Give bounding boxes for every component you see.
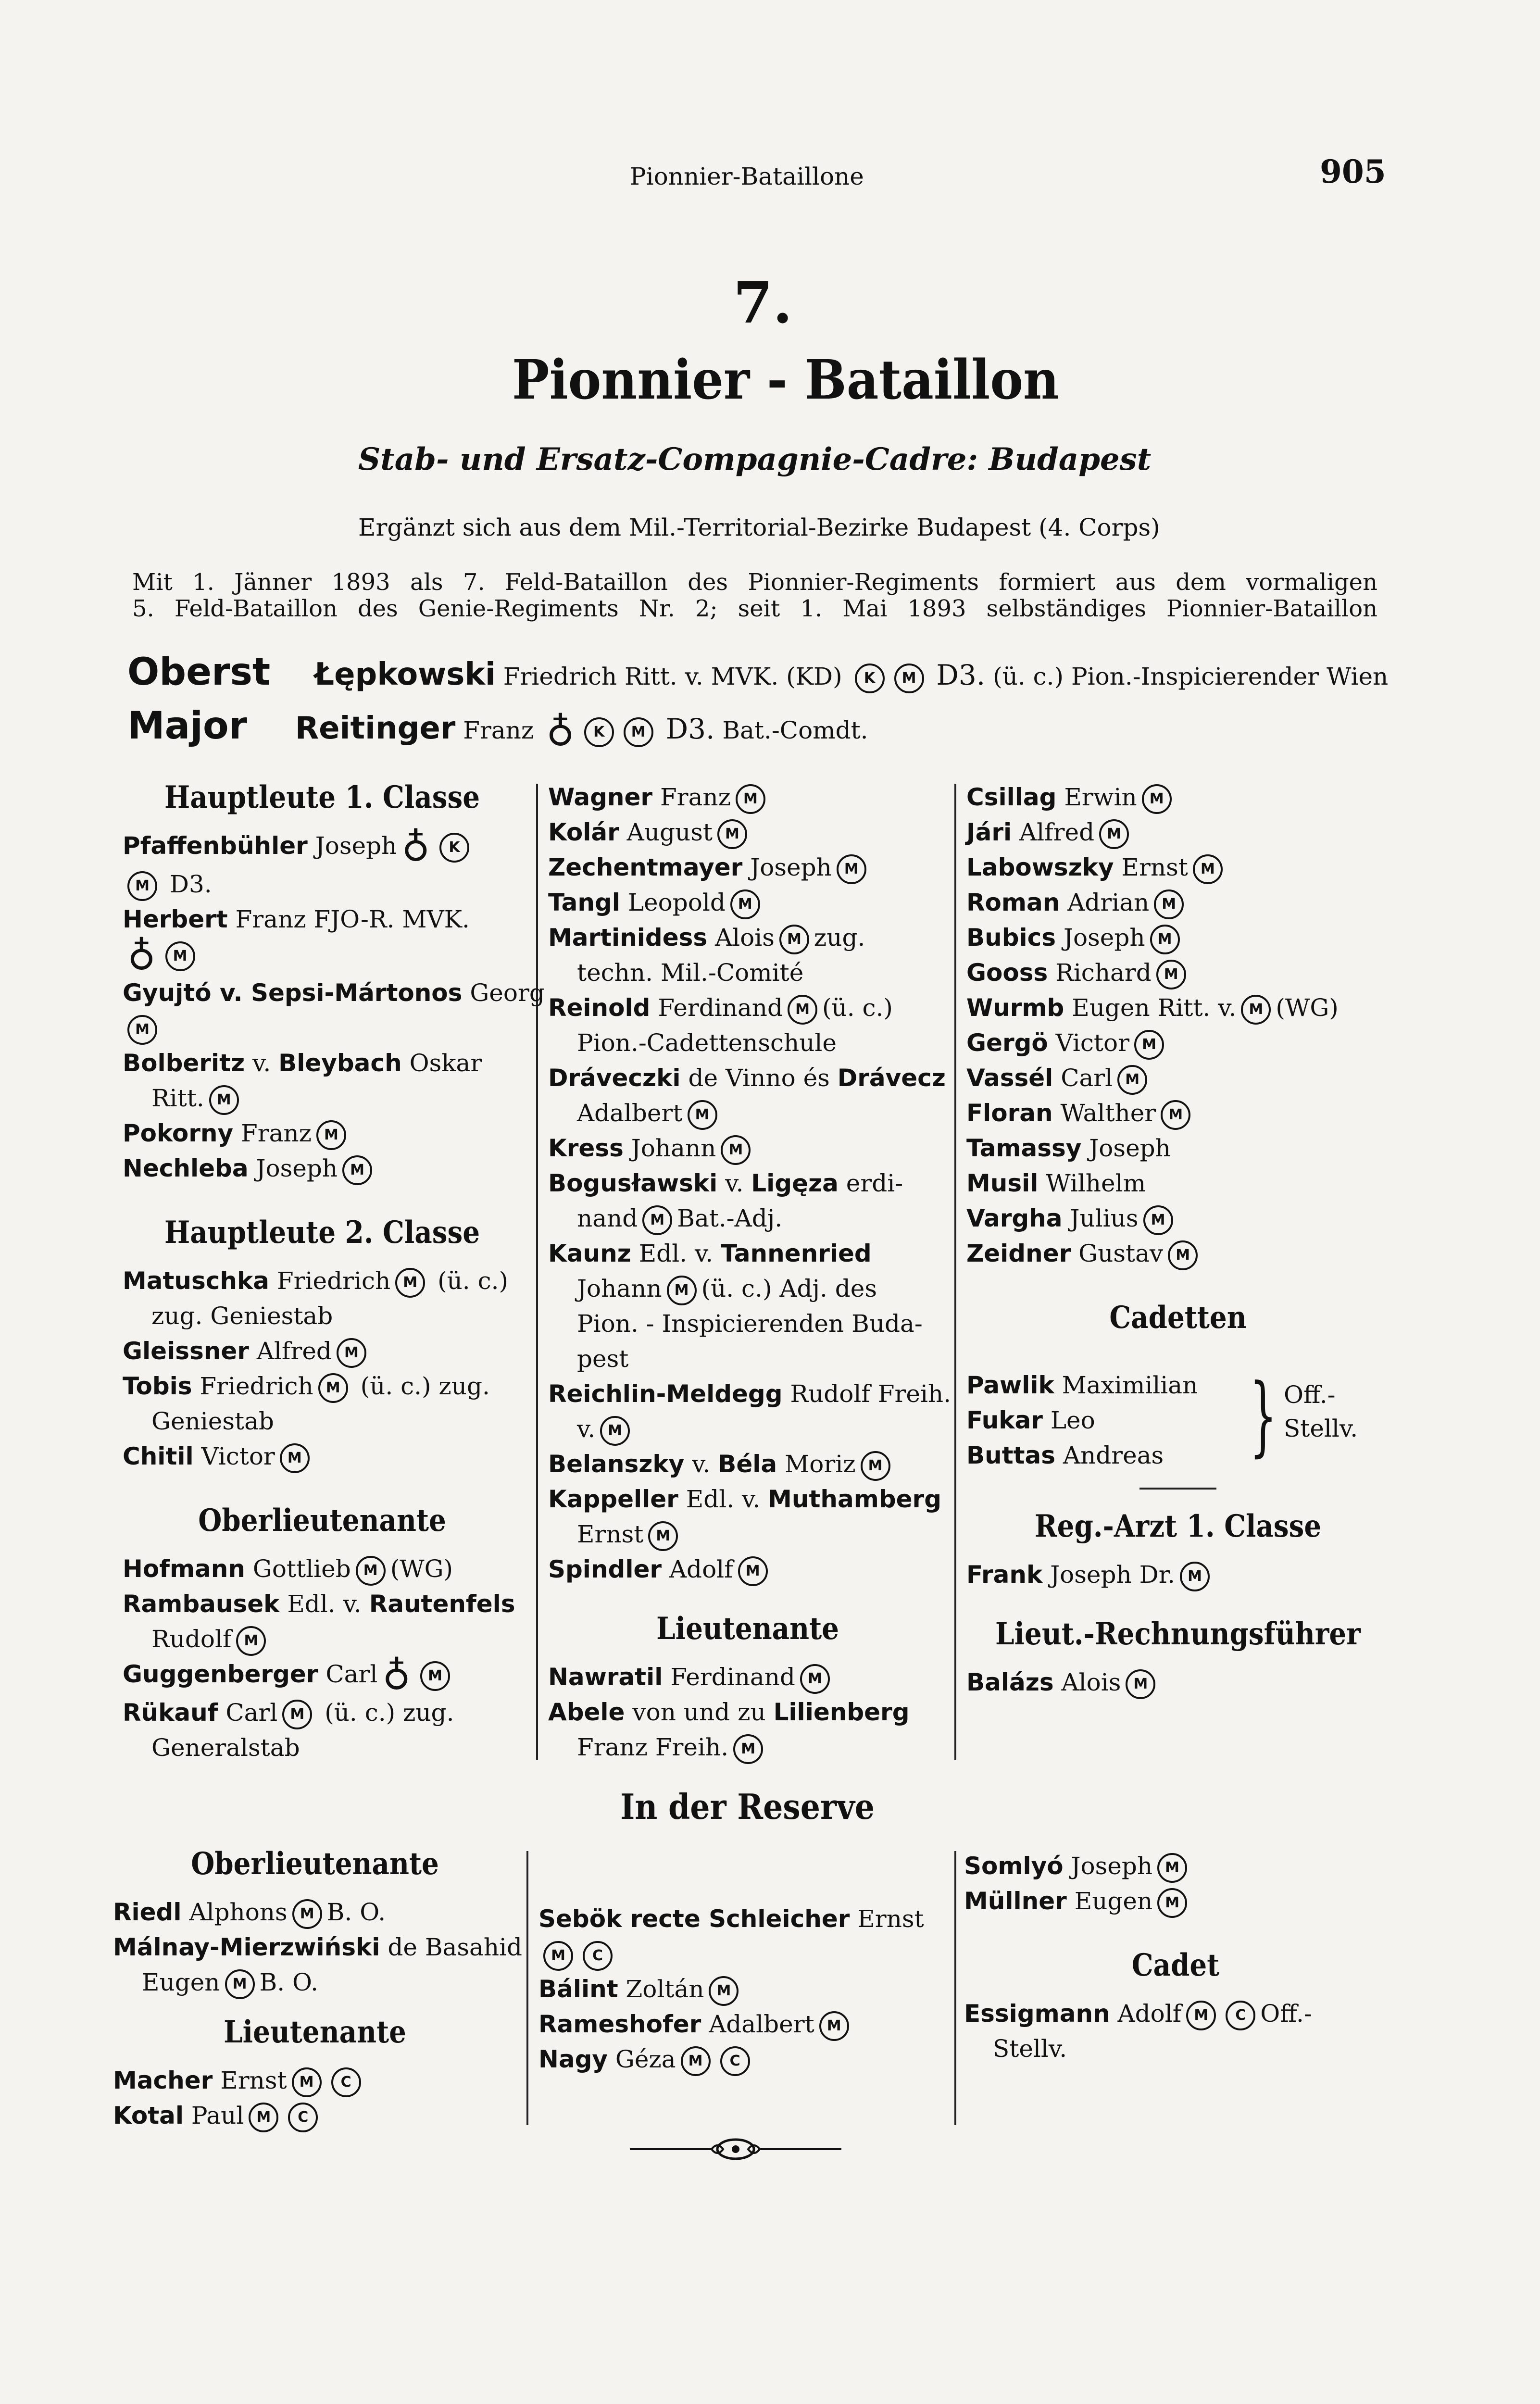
rank-oberst: Oberst — [127, 651, 271, 694]
entry-pokorny: Pokorny Franz M — [123, 1116, 522, 1151]
entry-abele-cont: Franz Freih. M — [548, 1730, 947, 1765]
entry-zeidner: Zeidner Gustav M — [966, 1236, 1390, 1271]
m-medal-icon: M — [249, 2103, 278, 2132]
heading-hauptleute-1: Hauptleute 1. Classe — [164, 779, 480, 815]
entry-tamassy: Tamassy Joseph — [966, 1134, 1171, 1162]
m-medal-icon: M — [779, 925, 809, 954]
entry-roman: Roman Adrian M — [966, 885, 1390, 920]
reserve-column-1 — [113, 1846, 523, 2133]
entry-kotal: Kotal Paul M C — [113, 2098, 517, 2133]
entry-jari: Jári Alfred M — [966, 815, 1390, 850]
heading-reserve-oberlieutenante: Oberlieutenante — [191, 1846, 439, 1882]
entry-kappeller-cont: Ernst M — [548, 1517, 947, 1552]
m-medal-icon: M — [624, 717, 653, 747]
entry-ruekauf-cont: Generalstab — [151, 1734, 300, 1762]
given-lepkowski: Friedrich Ritt. v. MVK. (KD) — [503, 663, 842, 690]
entry-rameshofer: Rameshofer Adalbert M — [538, 2007, 947, 2042]
entry-muellner: Müllner Eugen M — [964, 1884, 1387, 1919]
order-cross-icon: ♁ — [382, 1653, 411, 1698]
entry-nechleba: Nechleba Joseph M — [123, 1151, 522, 1186]
m-medal-icon: M — [1142, 784, 1172, 814]
entry-somlyo: Somlyó Joseph M — [964, 1849, 1387, 1884]
entry-belanszky: Belanszky v. Béla Moriz M — [548, 1447, 947, 1482]
entry-essigmann-cont: Stellv. — [993, 2035, 1067, 2063]
m-medal-icon: M — [1154, 889, 1184, 919]
name-reitinger: Reitinger — [295, 711, 456, 746]
entry-tobis-cont: Geniestab — [151, 1407, 274, 1435]
entry-frank: Frank Joseph Dr. M — [966, 1557, 1390, 1592]
entry-kolar: Kolár August M — [548, 815, 947, 850]
m-medal-icon: M — [209, 1085, 239, 1115]
entry-nagy: Nagy Géza M C — [538, 2042, 947, 2077]
entry-gyujto-cont — [123, 1011, 522, 1046]
entry-seboek-cont — [538, 1937, 947, 1972]
column-2 — [548, 780, 952, 1765]
entry-herbert-cont — [123, 934, 522, 978]
entry-kaunz-cont: Johann M (ü. c.) Adj. des — [548, 1271, 947, 1306]
entry-ruekauf: Rükauf Carl M (ü. c.) zug. — [123, 1695, 522, 1730]
entry-malnay-cont: Eugen M B. O. — [113, 1965, 517, 2000]
rank-major: Major — [127, 704, 248, 748]
history-line-1: Mit 1. Jänner 1893 als 7. Feld-Bataillon des Pionnier-Regiments formiert aus dem vormaligen — [132, 569, 1377, 596]
staff-oberst — [127, 648, 1388, 701]
heading-reserve-lieutenante: Lieutenante — [224, 2014, 406, 2050]
k-medal-icon: K — [584, 717, 614, 747]
entry-matuschka-cont: zug. Geniestab — [151, 1302, 333, 1330]
entry-gooss: Gooss Richard M — [966, 955, 1390, 990]
entry-fukar: Fukar Leo — [966, 1406, 1095, 1434]
entry-bolberitz-cont: Ritt. M — [123, 1081, 522, 1116]
m-medal-icon: M — [1126, 1669, 1155, 1699]
c-medal-icon: C — [288, 2103, 318, 2132]
m-medal-icon: M — [165, 941, 195, 971]
entry-matuschka: Matuschka Friedrich M (ü. c.) — [123, 1264, 522, 1299]
entry-kress: Kress Johann M — [548, 1131, 947, 1166]
order-cross-icon: ♁ — [401, 825, 430, 870]
m-medal-icon: M — [721, 1135, 751, 1165]
m-medal-icon: M — [800, 1664, 830, 1694]
entry-reichlin-cont: v. M — [548, 1412, 947, 1447]
entry-rambausek-cont: Rudolf M — [123, 1622, 522, 1657]
entry-kaunz-cont2: Pion. - Inspicierenden Buda- — [577, 1310, 923, 1338]
heading-reg-arzt: Reg.-Arzt 1. Classe — [1034, 1508, 1322, 1544]
reserve-title: In der Reserve — [620, 1786, 875, 1827]
m-medal-icon: M — [1186, 2001, 1216, 2030]
heading-rechnungsfuehrer: Lieut.-Rechnungsführer — [995, 1616, 1361, 1652]
m-medal-icon: M — [1157, 1853, 1187, 1883]
history-line-2: 5. Feld-Bataillon des Genie-Regiments Nr. 2; seit 1. Mai 1893 selbständiges Pionnier-Bataillon — [132, 595, 1377, 622]
entry-bolberitz: Bolberitz v. Bleybach Oskar — [123, 1049, 482, 1077]
m-medal-icon: M — [1099, 819, 1129, 849]
entry-gergoe: Gergö Victor M — [966, 1026, 1390, 1061]
entry-martinidess-cont: techn. Mil.-Comité — [577, 959, 804, 987]
entry-floran: Floran Walther M — [966, 1096, 1390, 1131]
entry-gleissner: Gleissner Alfred M — [123, 1334, 522, 1369]
heading-oberlieutenante: Oberlieutenante — [198, 1502, 446, 1539]
reserve-column-2 — [538, 1902, 947, 2077]
reserve-divider-1 — [526, 1851, 528, 2125]
entry-boguslawski: Bogusławski v. Ligęza erdi- — [548, 1169, 903, 1197]
reserve-divider-2 — [954, 1851, 956, 2125]
m-medal-icon: M — [733, 1734, 763, 1764]
entry-guggenberger: Guggenberger Carl ♁ M — [123, 1657, 522, 1695]
m-medal-icon: M — [819, 2011, 849, 2041]
m-medal-icon: M — [1117, 1065, 1147, 1095]
heading-lieutenante: Lieutenante — [656, 1611, 839, 1647]
entry-labowszky: Labowszky Ernst M — [966, 850, 1390, 885]
m-medal-icon: M — [337, 1338, 366, 1368]
d3-lepkowski: D3. — [936, 659, 986, 691]
entry-abele: Abele von und zu Lilienberg — [548, 1698, 910, 1726]
m-medal-icon: M — [788, 995, 817, 1025]
column-divider-1 — [536, 784, 538, 1760]
m-medal-icon: M — [1143, 1205, 1173, 1235]
brace-note-2: Stellv. — [1284, 1415, 1358, 1442]
entry-wagner: Wagner Franz M — [548, 780, 947, 815]
m-medal-icon: M — [1150, 925, 1180, 954]
m-medal-icon: M — [717, 819, 747, 849]
d3-reitinger: D3. — [665, 713, 715, 745]
entry-riedl: Riedl Alphons M B. O. — [113, 1895, 517, 1930]
entry-reinold: Reinold Ferdinand M (ü. c.) — [548, 990, 947, 1026]
column-1 — [123, 779, 545, 1765]
m-medal-icon: M — [1193, 854, 1223, 884]
m-medal-icon: M — [1161, 1100, 1190, 1130]
k-medal-icon: K — [855, 664, 885, 693]
m-medal-icon: M — [1168, 1240, 1198, 1270]
bataillon-number: 7. — [733, 269, 793, 336]
subtitle: Stab- und Ersatz-Compagnie-Cadre: Budapest — [358, 441, 1152, 477]
m-medal-icon: M — [543, 1941, 573, 1971]
entry-vassel: Vassél Carl M — [966, 1061, 1390, 1096]
entry-vargha: Vargha Julius M — [966, 1201, 1390, 1236]
m-medal-icon: M — [280, 1443, 310, 1473]
m-medal-icon: M — [688, 1100, 717, 1130]
entry-musil: Musil Wilhelm — [966, 1169, 1146, 1197]
entry-balazs: Balázs Alois M — [966, 1665, 1390, 1700]
brace-icon: } — [1249, 1365, 1277, 1466]
heading-reserve-cadet: Cadet — [1131, 1947, 1220, 1983]
entry-malnay: Málnay-Mierzwiński de Basahid — [113, 1933, 523, 1961]
m-medal-icon: M — [1241, 995, 1271, 1025]
entry-boguslawski-cont: nand M Bat.-Adj. — [548, 1201, 947, 1236]
entry-macher: Macher Ernst M C — [113, 2063, 517, 2098]
entry-herbert: Herbert Franz FJO-R. MVK. — [123, 905, 470, 933]
ornament-divider-icon — [630, 2135, 841, 2164]
entry-wurmb: Wurmb Eugen Ritt. v. M (WG) — [966, 990, 1390, 1026]
entry-pfaffenbuehler: Pfaffenbühler Joseph ♁ K — [123, 828, 522, 867]
entry-spindler: Spindler Adolf M — [548, 1552, 947, 1587]
m-medal-icon: M — [236, 1626, 266, 1656]
entry-zechentmayer: Zechentmayer Joseph M — [548, 850, 947, 885]
m-medal-icon: M — [1134, 1030, 1164, 1060]
m-medal-icon: M — [681, 2046, 711, 2076]
c-medal-icon: C — [331, 2067, 361, 2097]
heading-hauptleute-2: Hauptleute 2. Classe — [164, 1215, 480, 1251]
m-medal-icon: M — [738, 1556, 768, 1586]
m-medal-icon: M — [420, 1661, 450, 1691]
note-lepkowski: (ü. c.) Pion.-Inspicierender Wien — [993, 663, 1389, 690]
m-medal-icon: M — [1180, 1562, 1210, 1591]
supplement-line: Ergänzt sich aus dem Mil.-Territorial-Bezirke Budapest (4. Corps) — [358, 513, 1160, 541]
brace-note-1: Off.- — [1284, 1381, 1336, 1409]
entry-tangl: Tangl Leopold M — [548, 885, 947, 920]
entry-tobis: Tobis Friedrich M (ü. c.) zug. — [123, 1369, 522, 1404]
order-cross-icon: ♁ — [127, 934, 156, 978]
k-medal-icon: K — [439, 833, 469, 863]
column-divider-2 — [954, 784, 956, 1760]
entry-seboek: Sebök recte Schleicher Ernst — [538, 1905, 924, 1933]
order-cross-icon: ♁ — [546, 710, 575, 754]
entry-essigmann: Essigmann Adolf M C Off.- — [964, 1996, 1387, 2031]
m-medal-icon: M — [356, 1556, 386, 1586]
name-lepkowski: Łępkowski — [314, 657, 496, 692]
m-medal-icon: M — [642, 1205, 672, 1235]
m-medal-icon: M — [395, 1268, 425, 1298]
entry-chitil: Chitil Victor M — [123, 1439, 522, 1474]
m-medal-icon: M — [709, 1976, 739, 2006]
reserve-column-3 — [964, 1849, 1387, 2066]
c-medal-icon: C — [1226, 2001, 1255, 2030]
cadetten-group — [966, 1365, 1390, 1473]
entry-reinold-cont: Pion.-Cadettenschule — [577, 1029, 837, 1057]
m-medal-icon: M — [127, 871, 157, 901]
c-medal-icon: C — [720, 2046, 750, 2076]
cadetten-rule — [1139, 1488, 1216, 1490]
entry-kappeller: Kappeller Edl. v. Muthamberg — [548, 1485, 941, 1513]
given-reitinger: Franz — [463, 716, 534, 744]
column-3 — [966, 780, 1390, 1700]
m-medal-icon: M — [282, 1700, 312, 1729]
page-title: Pionnier - Bataillon — [512, 349, 1059, 412]
entry-csillag: Csillag Erwin M — [966, 780, 1390, 815]
entry-draveczki-cont: Adalbert M — [548, 1096, 947, 1131]
m-medal-icon: M — [837, 854, 866, 884]
entry-nawratil: Nawratil Ferdinand M — [548, 1660, 947, 1695]
m-medal-icon: M — [894, 664, 924, 693]
m-medal-icon: M — [292, 2067, 322, 2097]
entry-draveczki: Dráveczki de Vinno és Drávecz — [548, 1064, 946, 1092]
entry-buttas: Buttas Andreas — [966, 1441, 1164, 1469]
entry-balint: Bálint Zoltán M — [538, 1972, 947, 2007]
entry-reichlin: Reichlin-Meldegg Rudolf Freih. — [548, 1380, 952, 1408]
m-medal-icon: M — [667, 1276, 697, 1305]
m-medal-icon: M — [861, 1451, 890, 1481]
c-medal-icon: C — [583, 1941, 613, 1971]
entry-kaunz-cont3: pest — [577, 1345, 629, 1373]
m-medal-icon: M — [127, 1015, 157, 1045]
m-medal-icon: M — [225, 1969, 255, 1999]
m-medal-icon: M — [1156, 960, 1186, 989]
m-medal-icon: M — [292, 1899, 322, 1929]
m-medal-icon: M — [600, 1416, 630, 1446]
m-medal-icon: M — [318, 1373, 348, 1403]
m-medal-icon: M — [1157, 1888, 1187, 1918]
entry-pawlik: Pawlik Maximilian — [966, 1371, 1198, 1399]
entry-hofmann: Hofmann Gottlieb M (WG) — [123, 1552, 522, 1587]
page-number: 905 — [1320, 153, 1386, 190]
entry-gyujto: Gyujtó v. Sepsi-Mártonos Georg — [123, 979, 545, 1007]
entry-martinidess: Martinidess Alois M zug. — [548, 920, 947, 955]
staff-major — [127, 702, 868, 754]
heading-cadetten: Cadetten — [1109, 1300, 1247, 1336]
m-medal-icon: M — [730, 889, 760, 919]
m-medal-icon: M — [648, 1521, 678, 1551]
entry-rambausek: Rambausek Edl. v. Rautenfels — [123, 1590, 515, 1618]
m-medal-icon: M — [316, 1120, 346, 1150]
m-medal-icon: M — [342, 1155, 372, 1185]
entry-pfaffenbuehler-cont: M D3. — [123, 867, 522, 902]
m-medal-icon: M — [736, 784, 765, 814]
entry-bubics: Bubics Joseph M — [966, 920, 1390, 955]
note-reitinger: Bat.-Comdt. — [722, 716, 868, 744]
entry-kaunz: Kaunz Edl. v. Tannenried — [548, 1240, 872, 1267]
running-title: Pionnier-Bataillone — [630, 163, 864, 190]
